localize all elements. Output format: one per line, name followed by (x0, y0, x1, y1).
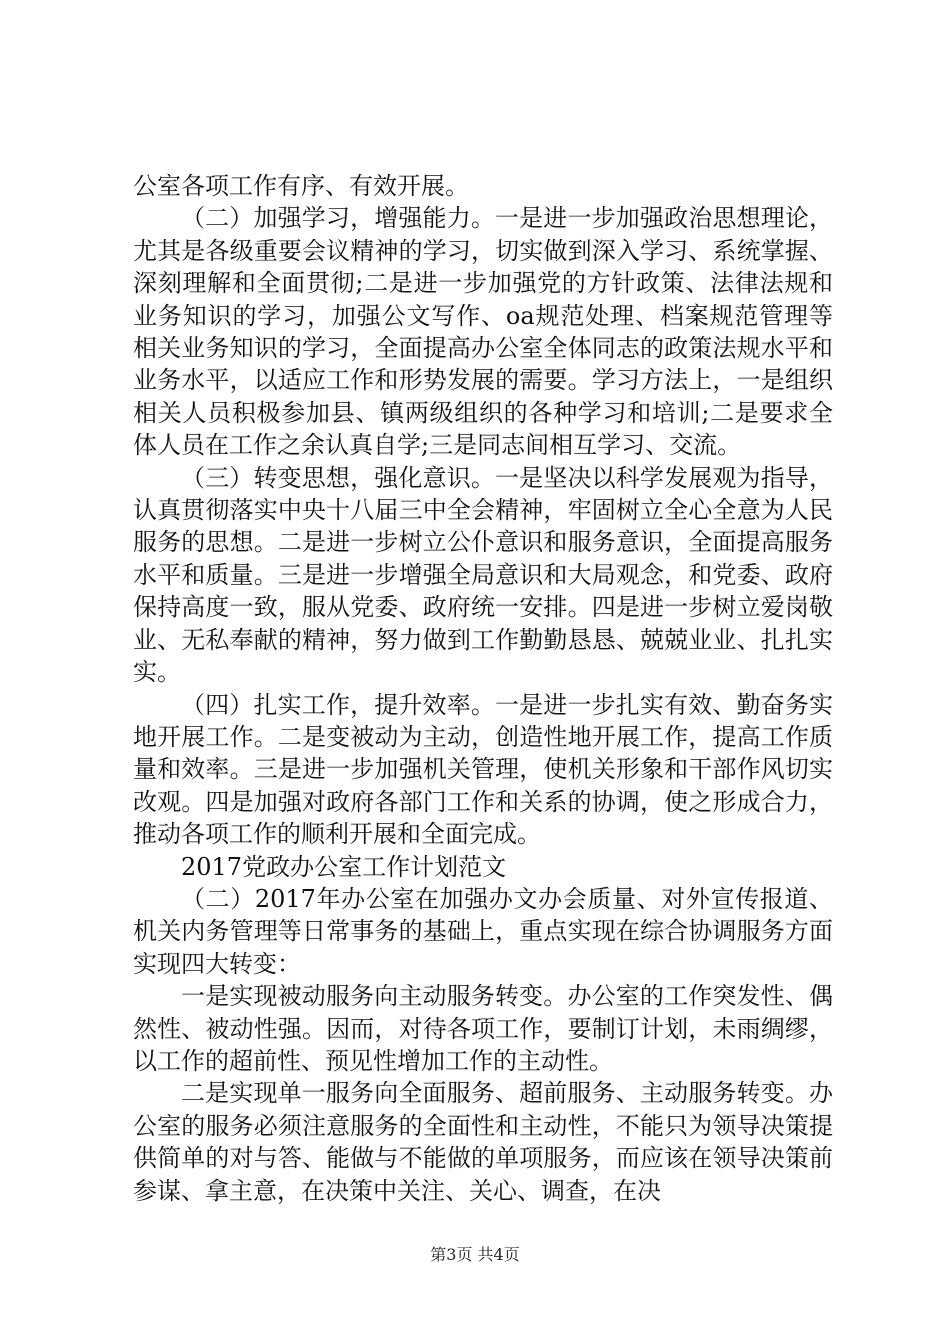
paragraph-continuation: 公室各项工作有序、有效开展。 (133, 172, 469, 200)
paragraph-intro-2017: （二）2017年办公室在加强办文办会质量、对外宣传报道、机关内务管理等日常事务的基础上，重点实现在综合协调服务方面实现四大转变： (133, 884, 833, 978)
paragraph-section-2: （二）加强学习，增强能力。一是进一步加强政治思想理论，尤其是各级重要会议精神的学习，切实做到深入学习、系统掌握、深刻理解和全面贯彻;二是进一步加强党的方针政策、法律法规和业务知识的学习，加强公文写作、oa规范处理、档案规范管理等相关业务知识的学习，全面提高办公室全体同志的政策法规水平和业务水平，以适应工作和形势发展的需要。学习方法上，一是组织相关人员积极参加县、镇两级组织的各种学习和培训;二是要求全体人员在工作之余认真自学;三是同志间相互学习、交流。 (133, 204, 833, 460)
paragraph-section-3: （三）转变思想，强化意识。一是坚决以科学发展观为指导，认真贯彻落实中央十八届三中全会精神，牢固树立全心全意为人民服务的思想。二是进一步树立公仆意识和服务意识，全面提高服务水平和质量。三是进一步增强全局意识和大局观念，和党委、政府保持高度一致，服从党委、政府统一安排。四是进一步树立爱岗敬业、无私奉献的精神，努力做到工作勤勤恳恳、兢兢业业、扎扎实实。 (133, 463, 833, 687)
paragraph-section-4: （四）扎实工作，提升效率。一是进一步扎实有效、勤奋务实地开展工作。二是变被动为主动，创造性地开展工作，提高工作质量和效率。三是进一步加强机关管理，使机关形象和干部作风切实改观。四是加强对政府各部门工作和关系的协调，使之形成合力，推动各项工作的顺利开展和全面完成。 (133, 690, 833, 849)
paragraph-transform-1: 一是实现被动服务向主动服务转变。办公室的工作突发性、偶然性、被动性强。因而，对待各项工作，要制订计划，未雨绸缪，以工作的超前性、预见性增加工作的主动性。 (133, 982, 833, 1075)
section-title: 2017党政办公室工作计划范文 (181, 852, 507, 881)
paragraph-transform-2: 二是实现单一服务向全面服务、超前服务、主动服务转变。办公室的服务必须注意服务的全面性和主动性，不能只为领导决策提供简单的对与答、能做与不能做的单项服务，而应该在领导决策前参谋、拿主意，在决策中关注、关心、调查，在决 (133, 1079, 833, 1205)
page-footer: 第3页 共4页 (430, 1245, 520, 1264)
document-body (133, 170, 833, 1207)
